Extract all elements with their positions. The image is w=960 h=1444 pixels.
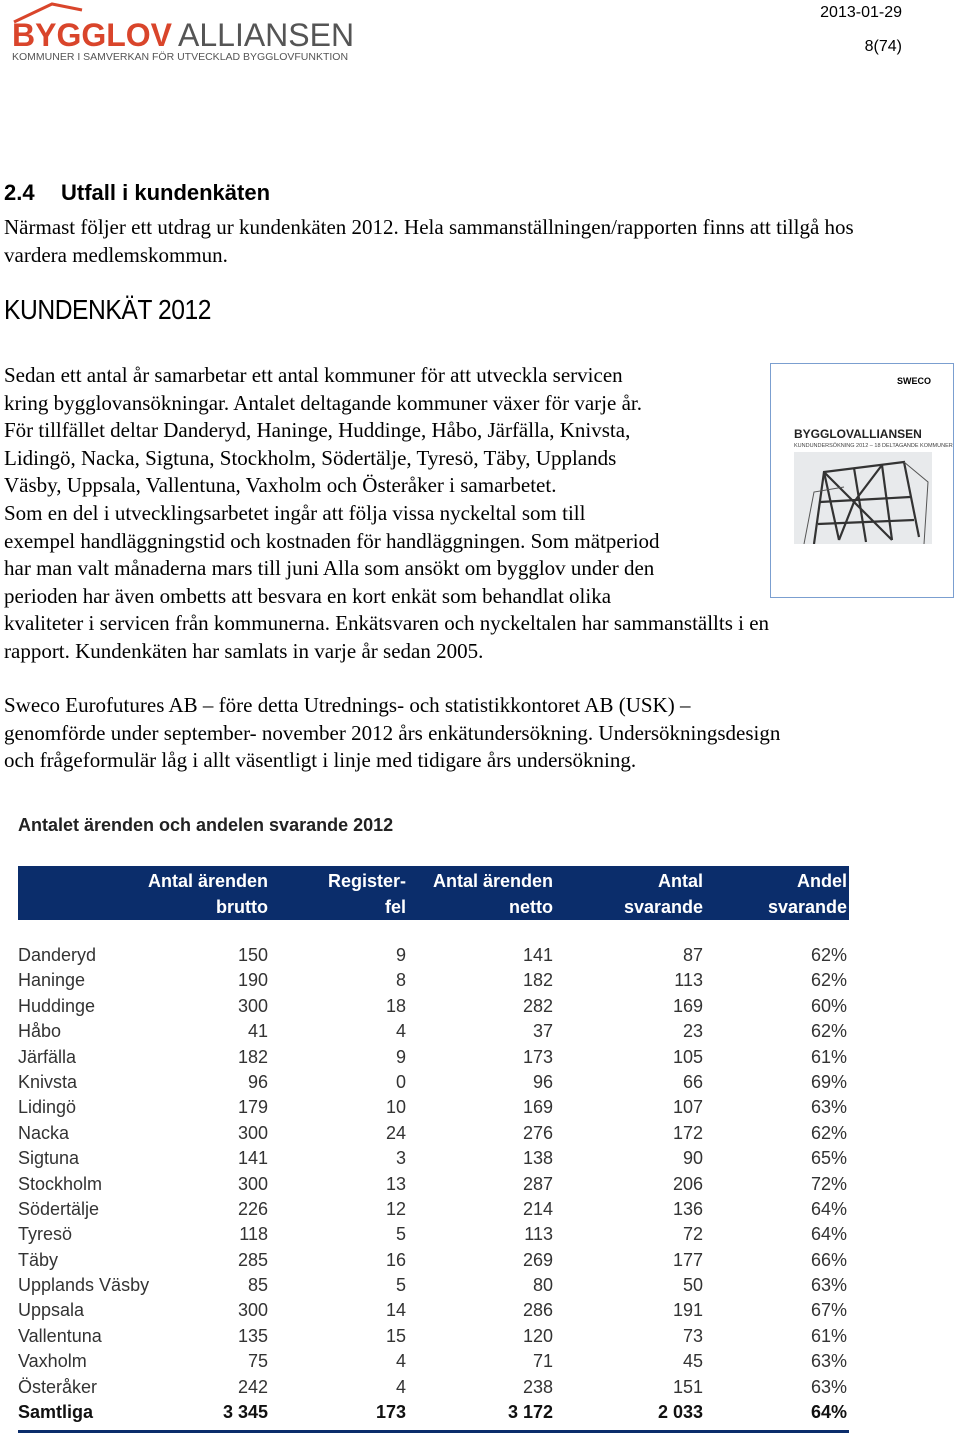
row-cell: 90 [682,1148,703,1169]
row-municipality: Österåker [18,1376,98,1397]
report-cover-image [770,363,954,598]
row-cell: 62% [810,945,847,965]
row-municipality: Vallentuna [18,1325,102,1346]
row-cell: 150 [237,945,268,965]
row-cell: 113 [674,970,703,991]
row-cell: 141 [522,945,553,965]
row-cell: 226 [237,1198,268,1219]
table-total-row [18,1400,849,1425]
row-cell: 238 [522,1376,553,1397]
row-cell: 75 [247,1351,268,1372]
logo-tagline: KOMMUNER I SAMVERKAN FÖR UTVECKLAD BYGGLOVFUNKTION [12,51,349,63]
main-line: Lidingö, Nacka, Sigtuna, Stockholm, Södertälje, Tyresö, Täby, Upplands [4,445,617,470]
row-municipality: Samtliga [18,1402,94,1423]
row-municipality: Danderyd [18,945,97,965]
row-cell: 177 [672,1249,703,1270]
row-cell: 72 [682,1224,703,1245]
row-municipality: Huddinge [18,995,96,1016]
bygglovalliansen-logo [12,0,382,66]
row-municipality: Tyresö [18,1224,73,1245]
row-cell: 63% [810,1097,847,1118]
row-municipality: Södertälje [18,1198,100,1219]
row-cell: 135 [237,1325,268,1346]
column-header-antal-arenden-netto: Antal ärenden netto [432,871,553,917]
row-cell: 169 [672,995,703,1016]
table-row [18,1146,849,1171]
row-cell: 3 [395,1148,406,1169]
row-cell: 282 [522,995,553,1016]
row-cell: 105 [672,1046,703,1067]
row-cell: 269 [522,1249,553,1270]
row-cell: 62% [810,970,847,991]
row-cell: 173 [522,1046,553,1067]
row-cell: 63% [810,1376,847,1397]
row-cell: 16 [385,1249,406,1270]
row-cell: 69% [810,1071,847,1092]
main-line: Sedan ett antal år samarbetar ett antal kommuner för att utveckla servicen [4,363,623,387]
table-bottom-rule [18,1430,849,1433]
row-cell: 66% [810,1249,847,1270]
row-cell: 190 [237,970,268,991]
table-row [18,943,849,968]
row-cell: 173 [375,1402,406,1423]
row-cell: 62% [810,1021,847,1042]
table-row [18,1172,849,1197]
row-cell: 15 [385,1325,406,1346]
table-row [18,1349,849,1374]
row-municipality: Lidingö [18,1097,77,1118]
table-title: Antalet ärenden och andelen svarande 2012 [18,815,394,835]
main-paragraph [4,362,904,666]
row-cell: 80 [532,1275,553,1296]
row-cell: 0 [395,1071,406,1092]
row-municipality: Vaxholm [18,1351,87,1372]
row-cell: 9 [395,945,406,965]
row-cell: 179 [237,1097,268,1118]
row-cell: 63% [810,1351,847,1372]
row-municipality: Järfälla [18,1046,77,1067]
row-cell: 8 [395,970,406,991]
row-cell: 9 [395,1046,406,1067]
row-cell: 5 [395,1275,406,1296]
row-cell: 4 [395,1376,406,1397]
table-row [18,968,849,993]
table-row [18,1045,849,1070]
sweco-paragraph [4,692,904,775]
logo-word-alliansen: ALLIANSEN [178,17,355,53]
row-cell: 61% [810,1325,847,1346]
row-cell: 66 [682,1071,703,1092]
row-cell: 45 [682,1351,703,1372]
row-municipality: Stockholm [18,1173,103,1194]
main-line: Väsby, Uppsala, Vallentuna, Vaxholm och Österåker i samarbetet. [4,473,557,498]
main-line: exempel handläggningstid och kostnaden för handläggningen. Som mätperiod [4,528,660,553]
row-cell: 24 [385,1122,406,1143]
cover-subtitle: KUNDUNDERSÖKNING 2012 – 18 DELTAGANDE KOMMUNER [794,443,953,449]
row-municipality: Täby [18,1249,59,1270]
row-cell: 276 [522,1122,553,1143]
row-municipality: Haninge [18,970,86,991]
row-cell: 120 [522,1325,553,1346]
header-page-number: 8(74) [864,38,902,55]
row-cell: 12 [385,1198,406,1219]
logo-word-bygg: BYGGLOV [12,17,173,53]
row-cell: 64% [810,1224,847,1245]
main-line: rapport. Kundenkäten har samlats in varje år sedan 2005. [4,638,484,663]
table-body [18,943,849,1425]
intro-paragraph: Närmast följer ett utdrag ur kundenkäten 2012. Hela sammanställningen/rapporten finns att tillgå hos vardera medlemskommun. [4,215,854,267]
row-cell: 286 [522,1300,553,1321]
row-municipality: Knivsta [18,1071,78,1092]
row-cell: 113 [524,1224,553,1245]
row-cell: 107 [672,1097,703,1118]
row-municipality: Uppsala [18,1300,85,1321]
row-cell: 64% [810,1402,847,1423]
table-row [18,1324,849,1349]
row-cell: 182 [237,1046,268,1067]
main-line: kvaliteter i servicen från kommunerna. Enkätsvaren och nyckeltalen har sammanställts i en [4,611,770,636]
row-cell: 300 [237,1173,268,1194]
row-cell: 214 [522,1198,553,1219]
kundenkat-heading: KUNDENKÄT 2012 [4,294,212,325]
table-row [18,1019,849,1044]
column-header-antal-svarande: Antal svarande [623,871,703,917]
row-cell: 50 [682,1275,703,1296]
row-cell: 141 [237,1148,268,1169]
table-row [18,1197,849,1222]
row-municipality: Sigtuna [18,1148,80,1169]
row-cell: 3 345 [222,1402,268,1423]
row-cell: 87 [682,945,703,965]
sweco-line: genomförde under september- november 2012 års enkätundersökning. Undersökningsdesign [4,720,781,745]
row-cell: 85 [247,1275,268,1296]
row-cell: 61% [810,1046,847,1067]
steel-frame-photo [794,452,932,544]
table-row [18,1070,849,1095]
row-cell: 14 [385,1300,406,1321]
table-row [18,1273,849,1298]
row-cell: 10 [385,1097,406,1118]
row-cell: 37 [532,1021,553,1042]
row-cell: 191 [672,1300,703,1321]
row-cell: 72% [810,1173,847,1194]
table-row [18,1222,849,1247]
row-cell: 60% [810,995,847,1016]
table-row [18,994,849,1019]
column-header-registerfel: Register- fel [327,871,406,917]
row-cell: 96 [532,1071,553,1092]
row-cell: 96 [247,1071,268,1092]
row-cell: 300 [237,1122,268,1143]
row-cell: 64% [810,1198,847,1219]
row-cell: 41 [247,1021,268,1042]
section-number: 2.4 [4,180,35,205]
row-cell: 118 [239,1224,268,1245]
table-row [18,1248,849,1273]
row-cell: 300 [237,995,268,1016]
row-cell: 71 [532,1351,553,1372]
main-line: kring bygglovansökningar. Antalet deltagande kommuner växer för varje år. [4,390,642,415]
column-header-antal-arenden-brutto: Antal ärenden brutto [147,871,268,917]
row-cell: 18 [385,995,406,1016]
cover-title: BYGGLOVALLIANSEN [794,427,922,441]
row-cell: 2 033 [657,1402,703,1423]
main-line: perioden har även ombetts att besvara en kort enkät som behandlat olika [4,583,612,608]
row-cell: 206 [672,1173,703,1194]
row-cell: 169 [522,1097,553,1118]
cover-brand: SWECO [896,376,931,386]
table-row [18,1298,849,1323]
row-cell: 242 [237,1376,268,1397]
row-cell: 287 [522,1173,553,1194]
row-municipality: Håbo [18,1021,62,1042]
row-cell: 3 172 [507,1402,553,1423]
row-municipality: Upplands Väsby [18,1275,150,1296]
table-row [18,1121,849,1146]
row-cell: 182 [522,970,553,991]
logo [12,0,382,66]
row-cell: 172 [672,1122,703,1143]
table-row [18,1095,849,1120]
row-cell: 4 [395,1021,406,1042]
row-cell: 67% [810,1300,847,1321]
section-title-text: Utfall i kundenkäten [61,180,271,205]
row-cell: 138 [522,1148,553,1169]
main-line: För tillfället deltar Danderyd, Haninge, Huddinge, Håbo, Järfälla, Knivsta, [4,418,631,443]
row-cell: 23 [682,1021,703,1042]
row-cell: 151 [672,1376,703,1397]
row-cell: 4 [395,1351,406,1372]
row-cell: 5 [395,1224,406,1245]
row-cell: 13 [385,1173,406,1194]
main-line: har man valt månaderna mars till juni Alla som ansökt om bygglov under den [4,556,655,581]
row-cell: 285 [237,1249,268,1270]
sweco-line: och frågeformulär låg i allt väsentligt i linje med tidigare års undersökning. [4,748,637,773]
row-cell: 300 [237,1300,268,1321]
row-cell: 62% [810,1122,847,1143]
row-cell: 136 [672,1198,703,1219]
header-date: 2013-01-29 [820,4,902,21]
table-row [18,1375,849,1400]
main-line: Som en del i utvecklingsarbetet ingår att följa vissa nyckeltal som till [4,500,586,525]
row-cell: 63% [810,1275,847,1296]
row-cell: 65% [810,1148,847,1169]
sweco-line: Sweco Eurofutures AB – före detta Utrednings- och statistikkontoret AB (USK) – [4,693,691,717]
row-cell: 73 [682,1325,703,1346]
row-municipality: Nacka [18,1122,70,1143]
section-title [4,180,270,206]
table-header [18,866,849,920]
column-header-andel-svarande: Andel svarande [767,871,847,917]
